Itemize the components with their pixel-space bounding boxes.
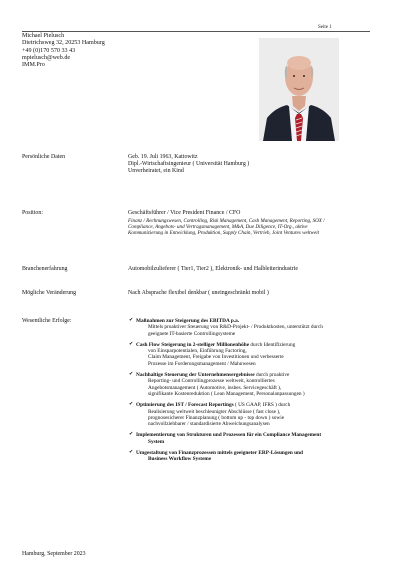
page-number: Seite 1 (318, 25, 332, 30)
section-label-change: Mögliche Veränderung (22, 290, 77, 296)
list-item (128, 432, 390, 445)
position-detail: Compliance, Angebots- und Vertragsmanagement, M&A, Due Diligence, IT-Org., aktive (128, 223, 308, 230)
personal-line: Unverheiratet, ein Kind (128, 167, 184, 174)
contact-phone: +49 (0)170 570 33 43 (22, 47, 76, 54)
achievement-detail: Prozesse im Forderungsmanagement / Mahnwesen (148, 360, 256, 367)
personal-details (128, 154, 249, 174)
achievement-detail: nachvollziehbarer / standardisierte Abweichungsanalysen (148, 421, 270, 428)
achievement-detail: Reporting- und Controllingprozesse weltweit, kontrolliertes (148, 378, 275, 385)
check-icon: ✔ (129, 341, 134, 347)
achievement-detail: prognosesicherer Finanzplanung ( bottom up - top down ) sowie (148, 414, 285, 421)
industry-value: Automobilzulieferer ( Tier1, Tier2 ), Elektronik- und Halbleiterindustrie (128, 266, 298, 272)
achievement-detail: Mittels proaktiver Steuerung von R&D-Projekt- / Produktkosten, unterstützt durch (148, 324, 323, 331)
achievement-detail: Angebotsmanagement ( Automotive, insbes. Servicegeschäft ), (148, 384, 282, 391)
change-value: Nach Absprache flexibel denkbar ( uneingeschränkt mobil ) (128, 290, 269, 296)
list-item (128, 342, 390, 367)
list-item (128, 318, 390, 337)
achievement-title: Optimierung des IST / Forecast Reportings (136, 402, 234, 409)
achievement-detail: von Einsparpotentialen, Einführung Factoring, (148, 348, 247, 355)
footer-place-date: Hamburg, September 2023 (22, 551, 86, 557)
achievement-tail: ( US GAAP, IFRS ) durch (233, 402, 291, 409)
check-icon: ✔ (129, 318, 134, 323)
contact-name: Michael Pielusch (22, 33, 65, 39)
contact-email[interactable]: mpielusch@web.de (22, 54, 71, 61)
achievement-detail: Claim Management, Freigabe von Investitionen und verbesserte (148, 354, 284, 361)
check-icon: ✔ (129, 402, 134, 408)
achievement-detail: signifikante Kostenreduktion ( Lean Management, Personalanpassungen ) (148, 390, 305, 397)
section-label-achievements: Wesentliche Erfolge: (22, 318, 72, 324)
achievement-detail: Realisierung weltweit beschleunigter Abschlüsse ( fast close ), (148, 408, 281, 415)
personal-line: Dipl.-Wirtschaftsingenieur ( Universität Hamburg ) (128, 160, 250, 167)
list-item (128, 402, 390, 427)
contact-address: Dietrichsweg 32, 20253 Hamburg (22, 40, 105, 47)
list-item (128, 450, 390, 463)
achievement-tail: durch Identifizierung (249, 341, 296, 348)
contact-website[interactable]: IMM.Pro (22, 62, 45, 69)
list-item (128, 372, 390, 397)
section-label-position: Position: (22, 210, 43, 216)
position-title: Geschäftsführer / Vice President Finance / CFO (128, 210, 241, 216)
achievement-title: Cash Flow Steigerung in 2-stelliger Millionenhöhe (136, 341, 250, 348)
portrait-photo (259, 38, 339, 141)
section-label-personal: Persönliche Daten (22, 154, 66, 160)
achievement-title: Implementierung von Strukturen und Prozessen für ein Compliance Management (136, 432, 322, 439)
contact-block (22, 33, 105, 69)
position-block (128, 210, 325, 236)
check-icon: ✔ (129, 372, 134, 378)
achievements-list (128, 318, 390, 463)
position-detail: Finanz / Rechnungswesen, Controlling, Risk Management, Cash Management, Reporting, SOX / (128, 217, 325, 224)
achievement-title: Nachhaltige Steuerung der Unternehmensergebnisse (136, 372, 255, 379)
check-icon: ✔ (129, 450, 134, 456)
personal-line: Geb. 19. Juli 1963, Kattowitz (128, 154, 198, 160)
achievement-tail: durch proaktive (254, 372, 290, 379)
section-label-industry: Branchenerfahrung (22, 266, 68, 272)
check-icon: ✔ (129, 432, 134, 438)
achievement-title: Maßnahmen zur Steigerung des EBITDA p.a. (136, 318, 240, 324)
achievement-detail: Business Workflow Systeme (148, 456, 212, 463)
header-rule (22, 31, 370, 32)
position-detail: Kommunizierung in Entwicklung, Produktion, Supply Chain, Vertrieb, Joint Ventures weltweit (128, 229, 320, 236)
achievement-detail: System (148, 438, 165, 445)
achievement-detail: geeignete IT-basierte Controllingsysteme (148, 330, 236, 337)
achievement-title: Umgestaltung von Finanzprozessen mittels geeigneter ERP-Lösungen und (136, 450, 303, 457)
